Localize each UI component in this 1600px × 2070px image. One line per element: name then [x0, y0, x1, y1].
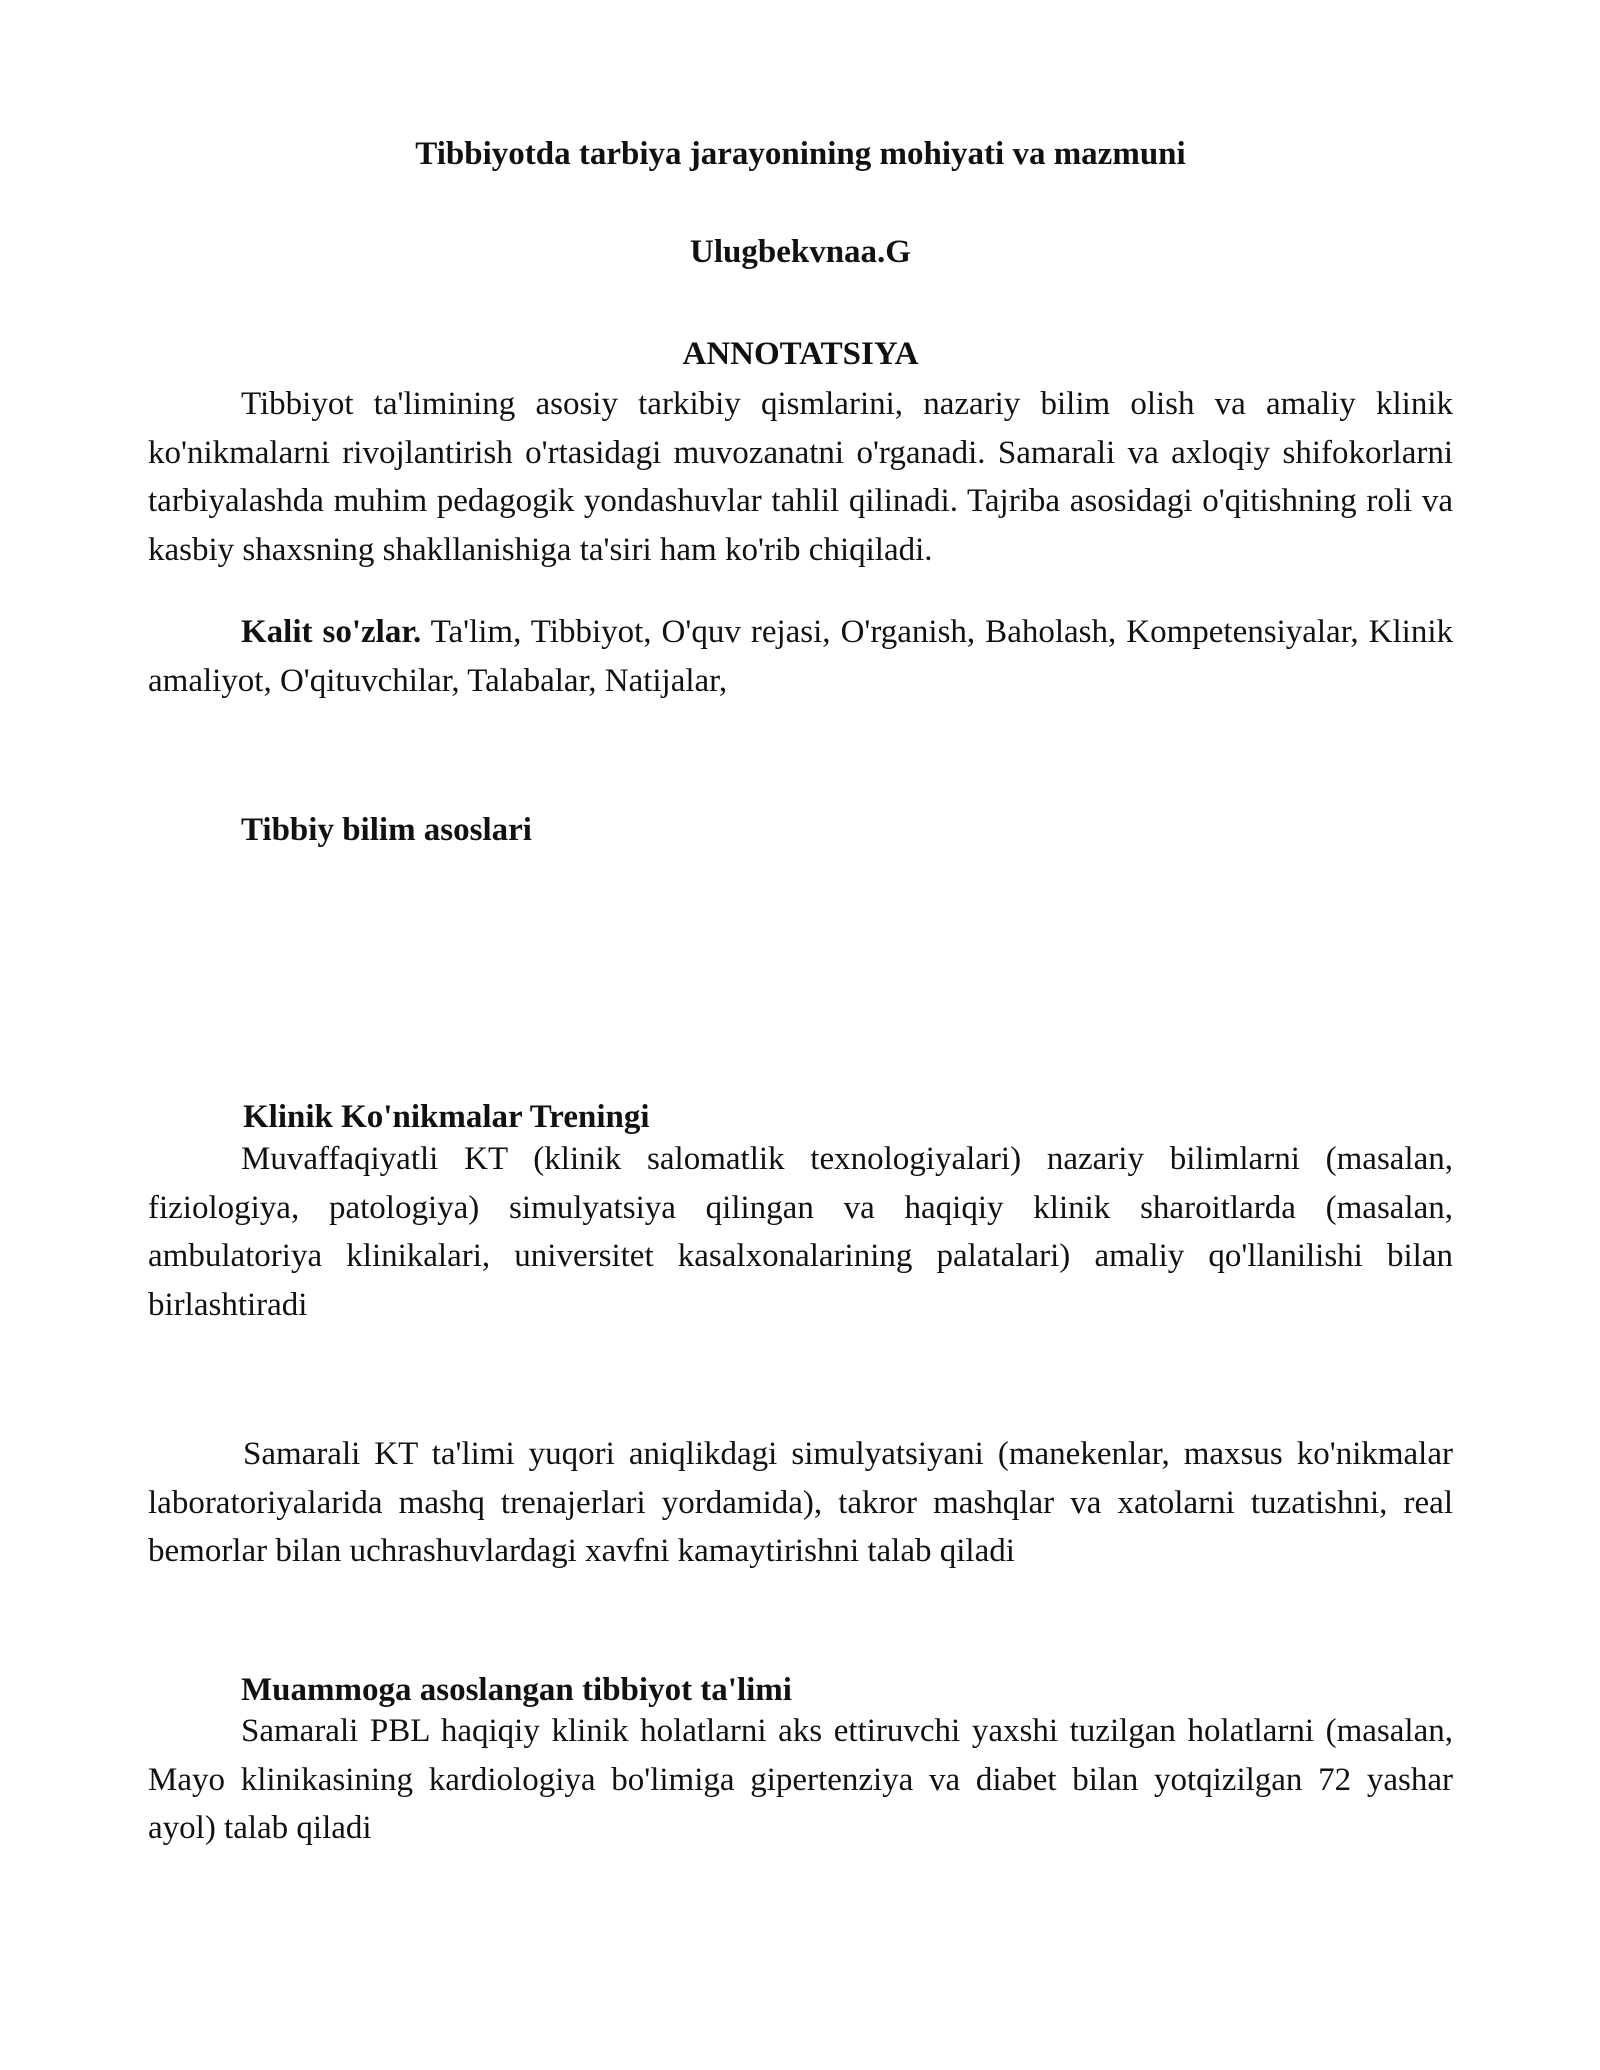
document-author: Ulugbekvnaa.G — [690, 234, 911, 270]
document-title: Tibbiyotda tarbiya jarayonining mohiyati va mazmuni — [415, 136, 1186, 172]
keywords-text: Ta'lim, Tibbiyot, O'quv rejasi, O'rganish, Baholash, Kompetensiyalar, Klinik amaliyot, O'qituvchilar, Talabalar, Natijalar, — [148, 614, 1453, 699]
annotation-text: Tibbiyot ta'limining asosiy tarkibiy qismlarini, nazariy bilim olish va amaliy klinik ko'nikmalarni rivojlantirish o'rtasidagi muvozanatni o'rganadi. Samarali va axloqiy shifokorlarni tarbiyalashda muhim pedagogik yondashuvlar tahlil qilinadi. Tajriba asosidagi o'qitishning roli va kasbiy shaxsning shakllanishiga ta'siri ham ko'rib chiqiladi. — [148, 386, 1453, 568]
pbl-paragraph-1: Samarali PBL haqiqiy klinik holatlarni aks ettiruvchi yaxshi tuzilgan holatlarni (masalan, Mayo klinikasining kardiologiya bo'limiga gipertenziya va diabet bilan yotqizilgan 72 yashar ayol) talab qiladi — [148, 1713, 1453, 1846]
keywords-label: Kalit so'zlar. — [241, 614, 422, 650]
annotation-heading: ANNOTATSIYA — [682, 336, 919, 372]
klinik-paragraph-2: Samarali KT ta'limi yuqori aniqlikdagi simulyatsiyani (manekenlar, maxsus ko'nikmalar laboratoriyalarida mashq trenajerlari yordamida), takror mashqlar va xatolarni tuzatishni, real bemorlar bilan uchrashuvlardagi xavfni kamaytirishni talab qiladi — [148, 1436, 1453, 1569]
section-heading-klinik-konikmalar: Klinik Ko'nikmalar Treningi — [243, 1099, 650, 1135]
klinik-paragraph-1: Muvaffaqiyatli KT (klinik salomatlik texnologiyalari) nazariy bilimlarni (masalan, fiziologiya, patologiya) simulyatsiya qilingan va haqiqiy klinik sharoitlarda (masalan, ambulatoriya klinikalari, universitet kasalxonalarining palatalari) amaliy qo'llanilishi bilan birlashtiradi — [148, 1141, 1453, 1323]
keywords-paragraph — [148, 608, 1453, 705]
section-heading-muammoga: Muammoga asoslangan tibbiyot ta'limi — [241, 1672, 792, 1708]
section-heading-tibbiy-bilim: Tibbiy bilim asoslari — [241, 812, 532, 848]
